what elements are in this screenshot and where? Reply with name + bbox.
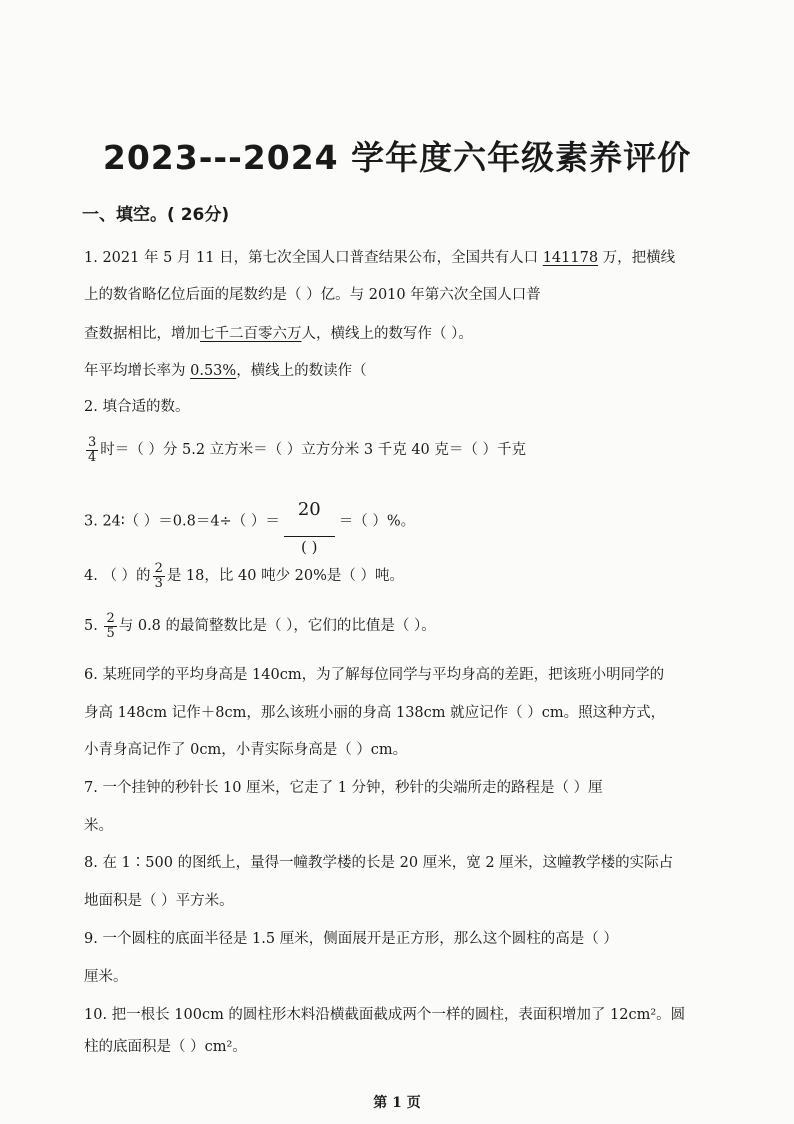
question-1-line-2: 上的数省略亿位后面的尾数约是（ ）亿。与 2010 年第六次全国人口普 [84, 287, 541, 303]
fraction: $\frac{2}{3}$ [154, 560, 163, 591]
question-4-line: 4. （ ）的 $\frac{2}{3}$ 是 18，比 40 吨少 20%是（ ）吨。 [84, 560, 405, 591]
question-7-line-2: 米。 [84, 818, 113, 834]
question-1-line-4: 年平均增长率为 0.53%，横线上的数读作（ [84, 363, 367, 379]
question-7-line-1: 7. 一个挂钟的秒针长 10 厘米，它走了 1 分钟，秒针的尖端所走的路程是（ ）厘 [84, 780, 603, 796]
fraction: $\frac{20}{( )}$ [284, 486, 335, 557]
question-8-line-1: 8. 在 1∶500 的图纸上，量得一幢教学楼的长是 20 厘米，宽 2 厘米，这幢教学楼的实际占 [84, 855, 674, 871]
question-2-line: $\frac{3}{4}$ 时＝（ ）分 5.2 立方米＝（ ）立方分米 3 千克 40 克＝（ ）千克 [88, 434, 526, 465]
question-9-line-2: 厘米。 [84, 969, 128, 985]
question-2-label: 2. 填合适的数。 [84, 399, 190, 415]
page-title: 2023---2024 学年度六年级素养评价 [102, 138, 692, 177]
question-10-line-2: 柱的底面积是（ ）cm²。 [84, 1039, 247, 1055]
question-10-line-1: 10. 把一根长 100cm 的圆柱形木料沿横截面截成两个一样的圆柱，表面积增加了 12cm²。圆 [84, 1007, 686, 1023]
question-1-line-1: 1. 2021 年 5 月 11 日，第七次全国人口普查结果公布，全国共有人口 141178 万，把横线 [84, 250, 676, 266]
page-number: 第 1 页 [373, 1095, 421, 1111]
question-9-line-1: 9. 一个圆柱的底面半径是 1.5 厘米，侧面展开是正方形，那么这个圆柱的高是（ ） [84, 931, 618, 947]
question-6-line-2: 身高 148cm 记作＋8cm，那么该班小丽的身高 138cm 就应记作（ ）cm。照这种方式， [84, 705, 666, 721]
question-6-line-3: 小青身高记作了 0cm，小青实际身高是（ ）cm。 [84, 742, 408, 758]
section-heading: 一、填空。( 26分) [82, 205, 230, 225]
question-1-line-3: 查数据相比，增加七千二百零六万人，横线上的数写作（ ）。 [84, 326, 473, 342]
question-8-line-2: 地面积是（ ）平方米。 [84, 893, 234, 909]
question-5-line: 5. $\frac{2}{5}$ 与 0.8 的最简整数比是（ ），它们的比值是（ ）。 [84, 610, 436, 641]
fraction: $\frac{3}{4}$ [88, 434, 97, 465]
underlined-number: 七千二百零六万 [200, 326, 302, 342]
underlined-number: 0.53% [190, 363, 237, 379]
fraction: $\frac{2}{5}$ [106, 610, 115, 641]
question-6-line-1: 6. 某班同学的平均身高是 140cm，为了解每位同学与平均身高的差距，把该班小明同学的 [84, 667, 665, 683]
underlined-number: 141178 [542, 250, 599, 266]
question-3-line: 3. 24∶（ ）＝0.8＝4÷（ ）＝ $\frac{20}{( )}$ ＝（ ）%。 [84, 486, 714, 557]
